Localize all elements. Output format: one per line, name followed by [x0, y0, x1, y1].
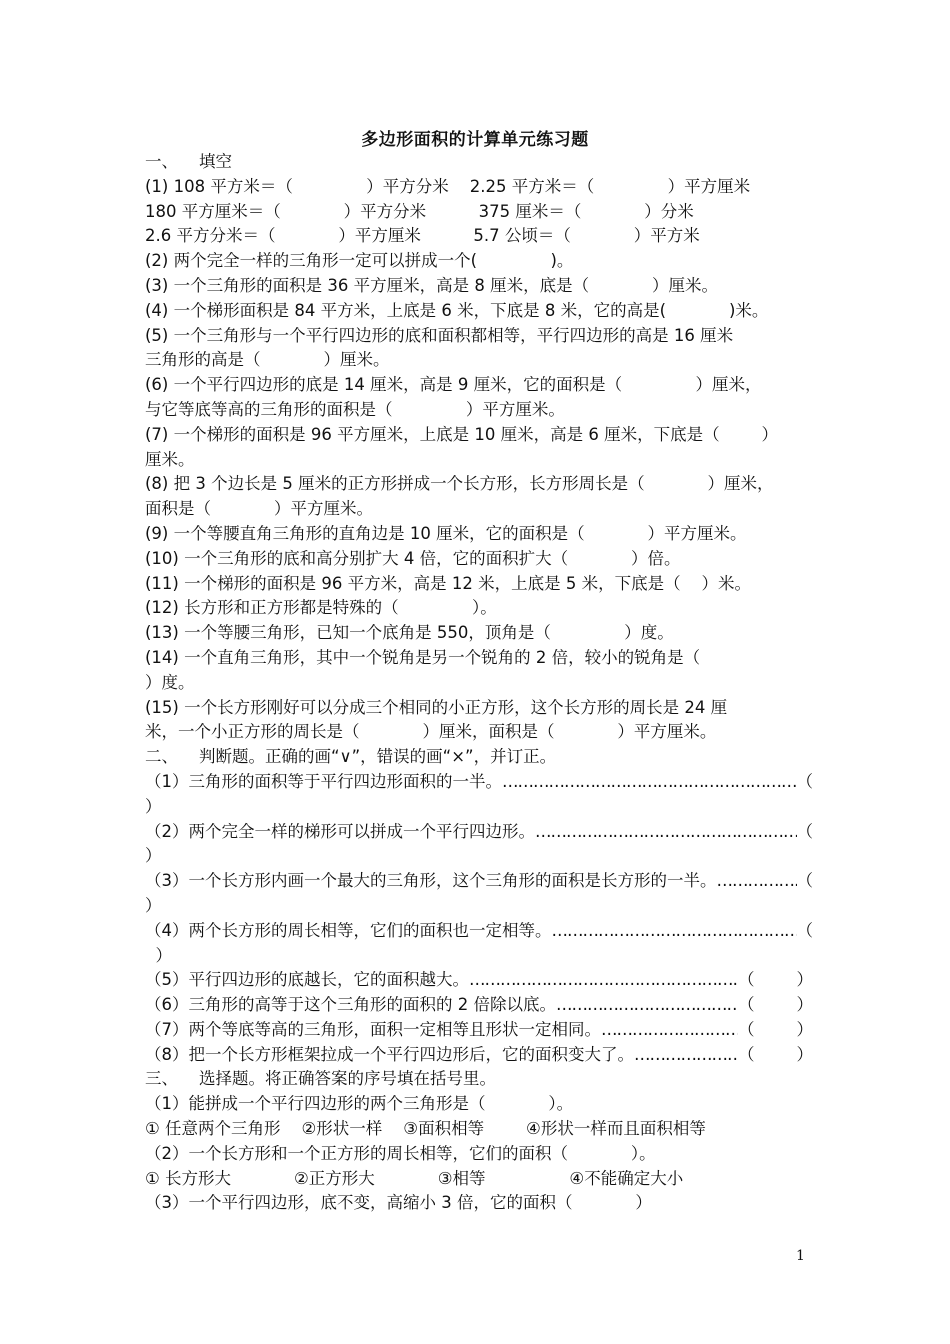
choice-line: （1）能拼成一个平行四边形的两个三角形是（ ）。 [145, 1094, 574, 1114]
question-line: (6) 一个平行四边形的底是 14 厘米，高是 9 厘米，它的面积是（ ）厘米， [145, 375, 762, 395]
judge-item [145, 869, 813, 894]
leader-dots [535, 820, 797, 845]
question-line: 面积是（ ）平方厘米。 [145, 499, 373, 519]
page-number: 1 [796, 1248, 805, 1264]
question-line: (4) 一个梯形面积是 84 平方米，上底是 6 米，下底是 8 米，它的高是( )米。 [145, 300, 769, 320]
answer-bracket[interactable]: （ ） [738, 1019, 813, 1039]
question-line: (13) 一个等腰三角形，已知一个底角是 550，顶角是（ ）度。 [145, 623, 674, 643]
answer-bracket-close: ） [145, 846, 162, 866]
judge-statement: （2）两个完全一样的梯形可以拼成一个平行四边形。 [145, 821, 535, 841]
choice-line: ① 长方形大 ②正方形大 ③相等 ④不能确定大小 [145, 1168, 684, 1188]
question-line: (8) 把 3 个边长是 5 厘米的正方形拼成一个长方形，长方形周长是（ ）厘米， [145, 474, 774, 494]
answer-bracket[interactable]: （ [796, 771, 813, 791]
leader-dots [717, 869, 797, 894]
question-line: (7) 一个梯形的面积是 96 平方厘米，上底是 10 厘米，高是 6 厘米，下底是（ ） [145, 424, 779, 444]
multiple-choice-list [145, 1092, 813, 1216]
question-line: (11) 一个梯形的面积是 96 平方米，高是 12 米，上底是 5 米，下底是（ ）米。 [145, 573, 752, 593]
answer-bracket[interactable]: （ [796, 871, 813, 891]
question-line: (3) 一个三角形的面积是 36 平方厘米，高是 8 厘米，底是（ ）厘米。 [145, 275, 719, 295]
true-false-list [145, 770, 813, 1068]
answer-bracket[interactable]: （ ） [738, 1044, 813, 1064]
leader-dots [469, 968, 738, 993]
question-line: (14) 一个直角三角形，其中一个锐角是另一个锐角的 2 倍，较小的锐角是（ [145, 647, 701, 667]
choice-line: （2）一个长方形和一个正方形的周长相等，它们的面积（ ）。 [145, 1143, 656, 1163]
judge-statement: （7）两个等底等高的三角形，面积一定相等且形状一定相同。 [145, 1019, 601, 1039]
worksheet-body [145, 150, 813, 1216]
question-line: (1) 108 平方米＝（ ）平方分米 2.25 平方米＝（ ）平方厘米 [145, 176, 751, 196]
answer-bracket[interactable]: （ [796, 821, 813, 841]
question-line: 米，一个小正方形的周长是（ ）厘米，面积是（ ）平方厘米。 [145, 722, 717, 742]
question-line: 2.6 平方分米＝（ ）平方厘米 5.7 公顷＝（ ）平方米 [145, 226, 700, 246]
question-line: (12) 长方形和正方形都是特殊的（ ）。 [145, 598, 497, 618]
judge-statement: （6）三角形的高等于这个三角形的面积的 2 倍除以底。 [145, 995, 556, 1015]
section-heading-fill-blank: 一、 填空 [145, 152, 232, 171]
question-line: (2) 两个完全一样的三角形一定可以拼成一个( )。 [145, 251, 574, 271]
judge-item [145, 1018, 813, 1043]
question-line: ）度。 [145, 672, 195, 692]
judge-statement: （4）两个长方形的周长相等，它们的面积也一定相等。 [145, 920, 552, 940]
fill-blank-list [145, 175, 813, 745]
judge-statement: （8）把一个长方形框架拉成一个平行四边形后，它的面积变大了。 [145, 1044, 634, 1064]
judge-statement: （3）一个长方形内画一个最大的三角形，这个三角形的面积是长方形的一半。 [145, 871, 717, 891]
leader-dots [502, 770, 797, 795]
judge-item [145, 993, 813, 1018]
judge-item [145, 770, 813, 795]
leader-dots [601, 1018, 738, 1043]
question-line: (15) 一个长方形刚好可以分成三个相同的小正方形，这个长方形的周长是 24 厘 [145, 697, 728, 717]
judge-statement: （5）平行四边形的底越长，它的面积越大。 [145, 970, 469, 990]
leader-dots [556, 993, 738, 1018]
question-line: 厘米。 [145, 449, 195, 469]
question-line: (9) 一个等腰直角三角形的直角边是 10 厘米，它的面积是（ ）平方厘米。 [145, 523, 747, 543]
answer-bracket[interactable]: （ ） [738, 970, 813, 990]
choice-line: （3）一个平行四边形，底不变，高缩小 3 倍，它的面积（ ） [145, 1193, 652, 1213]
section-heading-multiple-choice: 三、 选择题。将正确答案的序号填在括号里。 [145, 1069, 496, 1089]
choice-line: ① 任意两个三角形 ②形状一样 ③面积相等 ④形状一样而且面积相等 [145, 1119, 706, 1139]
answer-bracket-close: ） [145, 945, 172, 965]
leader-dots [634, 1043, 738, 1068]
question-line: 与它等底等高的三角形的面积是（ ）平方厘米。 [145, 399, 565, 419]
answer-bracket[interactable]: （ ） [738, 995, 813, 1015]
answer-bracket-close: ） [145, 796, 162, 816]
judge-item [145, 820, 813, 845]
leader-dots [552, 919, 797, 944]
answer-bracket[interactable]: （ [796, 920, 813, 940]
judge-item [145, 919, 813, 944]
answer-bracket-close: ） [145, 895, 162, 915]
question-line: 180 平方厘米＝（ ）平方分米 375 厘米＝（ ）分米 [145, 201, 694, 221]
judge-item [145, 1043, 813, 1068]
question-line: (5) 一个三角形与一个平行四边形的底和面积都相等，平行四边形的高是 16 厘米 [145, 325, 734, 345]
judge-statement: （1）三角形的面积等于平行四边形面积的一半。 [145, 771, 502, 791]
section-heading-true-false: 二、 判断题。正确的画“∨”，错误的画“×”，并订正。 [145, 747, 557, 767]
question-line: (10) 一个三角形的底和高分别扩大 4 倍，它的面积扩大（ ）倍。 [145, 548, 681, 568]
page-title: 多边形面积的计算单元练习题 [361, 130, 589, 150]
judge-item [145, 968, 813, 993]
question-line: 三角形的高是（ ）厘米。 [145, 350, 390, 370]
